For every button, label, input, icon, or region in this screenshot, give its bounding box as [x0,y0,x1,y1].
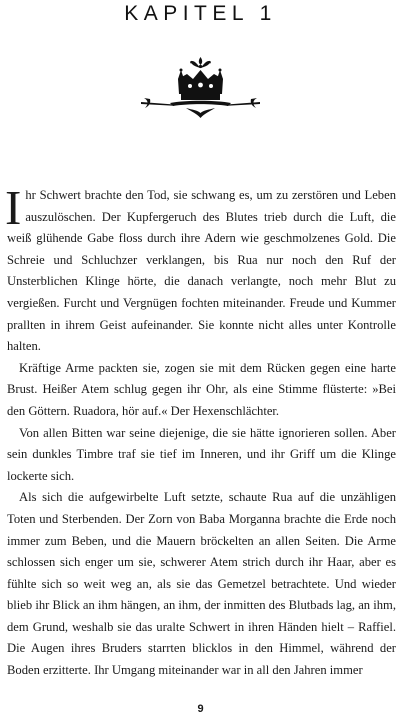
crown-ornament-icon [140,56,261,120]
paragraph-4: Als sich die aufgewirbelte Luft setzte, schaute Rua auf die unzähligen Toten und Sterbenden. Der Zorn von Baba Morganna brachte die Erde noch immer zum Beben, und die Mauern bröckelten an allen Seiten. Die Arme schlossen sich enger um sie, schwerer Atem strich durch ihr Haar, aber es fühlte sich so weit weg an, als sie das Gemetzel betrachtete. Und wieder blieb ihr Blick an ihm hängen, an ihm, der inmitten des Blutbads lag, an ihm, dem Grund, weshalb sie das uralte Schwert in ihren Händen hielt – Raffiel. Die Augen ihres Bruders starrten blicklos in den Himmel, während der Boden erzitterte. Ihr Umgang miteinander war in all den Jahren immer [7,490,396,678]
paragraph-3: Von allen Bitten war seine diejenige, die sie hätte ignorieren sollen. Aber sein dunkles Timbre traf sie tief im Inneren, und ihr Griff um die Klinge lockerte sich. [7,425,396,483]
chapter-title: KAPITEL 1 [124,2,277,25]
drop-cap-letter: I [5,180,22,235]
paragraph-2: Kräftige Arme packten sie, zogen sie mit dem Rücken gegen eine harte Brust. Heißer Atem schlug gegen ihr Ohr, als eine Stimme flüsterte: »Bei den Göttern. Ruadora, hör auf.« Der Hexenschlächter. [7,360,396,418]
paragraph-1 [5,180,396,358]
page-number: 9 [197,703,204,715]
chapter-body-text [5,180,396,682]
paragraph-1-text: hr Schwert brachte den Tod, sie schwang es, um zu zerstören und Leben auszulöschen. Der Kupfergeruch des Blutes trieb durch die Luft, die weiß glühende Gabe floss durch ihre Adern wie geschmolzenes Gold. Die Schreie und Schluchzer verklangen, bis Rua nur noch den Ruf der Unsterblichen Klinge hörte, die danach verlangte, noch mehr Blut zu vergießen. Furcht und Vergnügen fochten miteinander. Freude und Kummer prallten in ihrem Geist aufeinander. Sie konnte nicht alles unter Kontrolle halten. [7,188,396,354]
